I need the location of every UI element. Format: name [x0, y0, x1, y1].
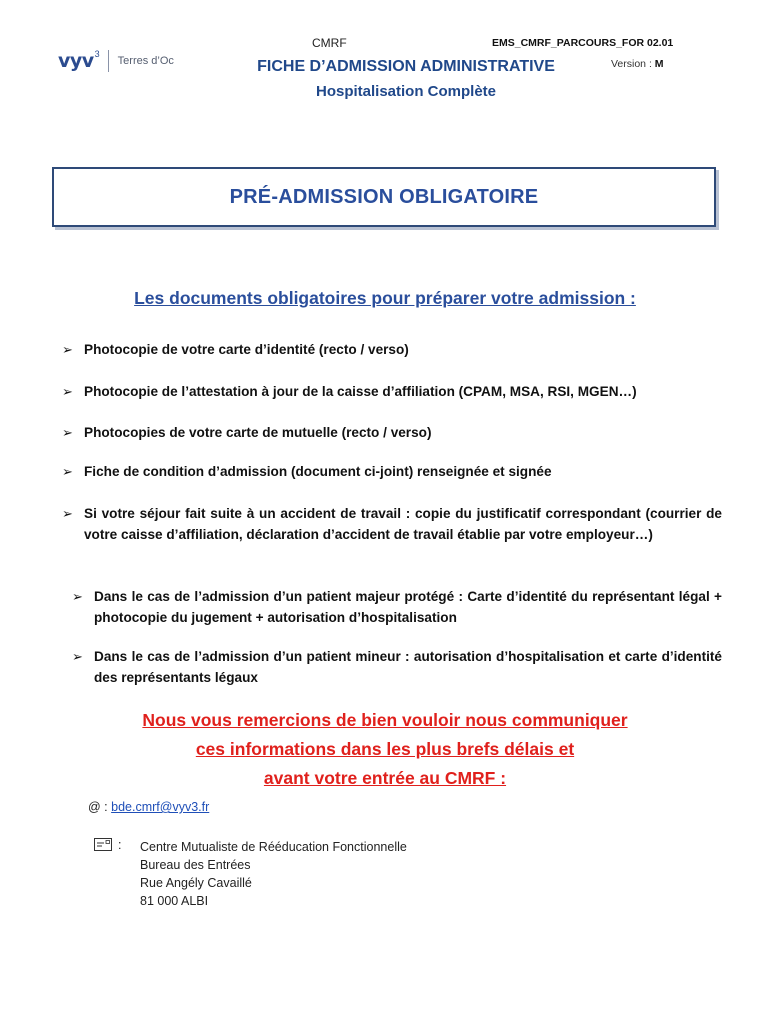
arrow-bullet-icon: ➢ [62, 384, 73, 399]
email-prefix: @ : [88, 800, 108, 814]
documents-heading: Les documents obligatoires pour préparer votre admission : [134, 288, 636, 308]
document-code: EMS_CMRF_PARCOURS_FOR 02.01 [492, 37, 674, 49]
list-item [72, 586, 722, 628]
mail-colon: : [118, 838, 122, 852]
arrow-bullet-icon: ➢ [62, 464, 73, 479]
list-item-text: Dans le cas de l’admission d’un patient majeur protégé : Carte d’identité du représentant légal + photocopie du jugement + autorisation d’hospitalisation [94, 589, 722, 625]
list-item-text: Si votre séjour fait suite à un accident de travail : copie du justificatif correspondant (courrier de votre caisse d’affiliation, déclaration d’accident de travail établie par votre employeur…) [84, 506, 722, 542]
list-item-text: Photocopies de votre carte de mutuelle (recto / verso) [84, 425, 432, 440]
list-item-text: Dans le cas de l’admission d’un patient mineur : autorisation d’hospitalisation et carte d’identité des représentants légaux [94, 649, 722, 685]
thanks-line: ces informations dans les plus brefs délais et [195, 739, 575, 759]
arrow-bullet-icon: ➢ [62, 342, 73, 357]
list-item [72, 646, 722, 688]
email-link[interactable]: bde.cmrf@vyv3.fr [111, 800, 210, 814]
list-item-text: Photocopie de l’attestation à jour de la caisse d’affiliation (CPAM, MSA, RSI, MGEN…) [84, 384, 637, 399]
mail-icon [94, 838, 112, 851]
postal-address [140, 838, 407, 910]
version-value: M [654, 58, 664, 70]
list-item [62, 339, 722, 360]
list-item-text: Fiche de condition d’admission (document ci-joint) renseignée et signée [84, 464, 552, 479]
logo-wordmark: vyv [58, 50, 94, 72]
thanks-line: Nous vous remercions de bien vouloir nous communiquer [142, 710, 628, 730]
list-item [62, 461, 722, 482]
page-subtitle: Hospitalisation Complète [315, 83, 497, 100]
list-item [62, 503, 722, 545]
page-title: FICHE D’ADMISSION ADMINISTRATIVE [257, 58, 555, 75]
logo-subtitle: Terres d’Oc [117, 55, 174, 67]
contact-email [88, 800, 209, 814]
arrow-bullet-icon: ➢ [62, 425, 73, 440]
address-line: Rue Angély Cavaillé [140, 876, 252, 890]
address-line: Centre Mutualiste de Rééducation Fonctionnelle [140, 840, 407, 854]
arrow-bullet-icon: ➢ [72, 589, 83, 604]
thanks-message [0, 706, 770, 793]
org-name: CMRF [312, 36, 347, 50]
address-line: 81 000 ALBI [140, 894, 209, 908]
list-item [62, 422, 722, 443]
pre-admission-banner [52, 167, 716, 227]
arrow-bullet-icon: ➢ [62, 506, 73, 521]
version-label-text: Version : [611, 58, 652, 70]
logo-superscript: 3 [94, 49, 100, 59]
banner-text: PRÉ-ADMISSION OBLIGATOIRE [229, 185, 539, 208]
list-item [62, 381, 732, 402]
list-item-text: Photocopie de votre carte d’identité (recto / verso) [84, 342, 409, 357]
arrow-bullet-icon: ➢ [72, 649, 83, 664]
address-line: Bureau des Entrées [140, 858, 251, 872]
thanks-line: avant votre entrée au CMRF : [263, 768, 507, 788]
